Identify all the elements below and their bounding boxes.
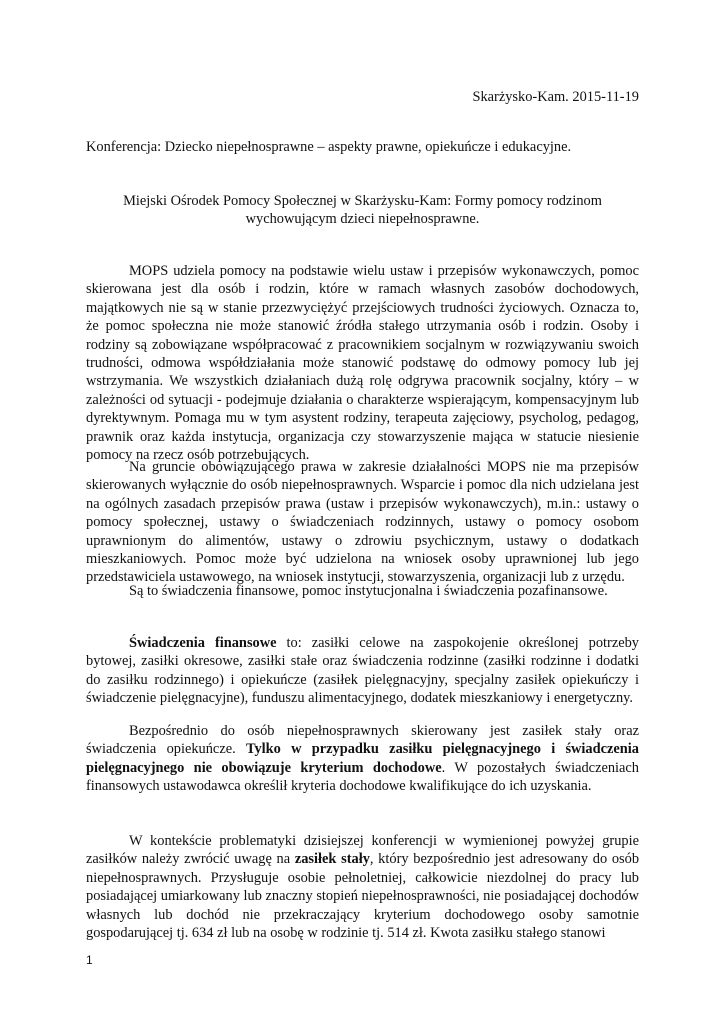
paragraph-6-text-a: W kontekście problematyki dzisiejszej konferencji w wymienionej powyżej grupie zasiłków należy zwrócić uwagę na: [86, 833, 639, 868]
document-title-line-2: wychowującym dzieci niepełnosprawne.: [245, 211, 480, 228]
paragraph-3: Są to świadczenia finansowe, pomoc instytucjonalna i świadczenia pozafinansowe.: [129, 583, 608, 599]
paragraph-6-bold: zasiłek stały: [294, 851, 370, 868]
paragraph-6-text-b: , który bezpośrednio jest adresowany do osób niepełnosprawnych. Przysługuje osobie pełnoletniej, całkowicie niezdolnej do pracy lub posiadającej umiarkowany lub znaczny stopień niepełnosprawności, nie posiadającej dochodów własnych lub dochód nie przekraczający kryterium dochodowego osoby samotnie gospodarującej tj. 634 zł lub na osobę w rodzinie tj. 514 zł. Kwota zasiłku stałego stanowi: [86, 851, 640, 942]
paragraph-6: [86, 832, 639, 942]
paragraph-4-bold-term: Świadczenia finansowe: [129, 635, 277, 651]
date-line: Skarżysko-Kam. 2015-11-19: [472, 89, 639, 105]
paragraph-5-bold: Tylko w przypadku zasiłku pielęgnacyjnego i świadczenia pielęgnacyjnego nie obowiązuje kryterium dochodowe: [86, 741, 639, 776]
paragraph-4-text: to: zasiłki celowe na zaspokojenie określonej potrzeby bytowej, zasiłki okresowe, zasiłki stałe oraz świadczenia rodzinne (zasiłki rodzinne i dodatki do zasiłku rodzinnego) i opiekuńcze (zasiłek pielęgnacyjny, specjalny zasiłek opiekuńczy i świadczenie pielęgnacyjne), funduszu alimentacyjnego, dodatek mieszkaniowy i energetyczny.: [86, 635, 639, 707]
paragraph-5: [86, 722, 639, 796]
document-title: [86, 192, 639, 229]
paragraph-1: MOPS udziela pomocy na podstawie wielu ustaw i przepisów wykonawczych, pomoc skierowana jest dla osób i rodzin, które w ramach własnych zasobów dochodowych, majątkowych nie są w stanie przezwyciężyć przejściowych trudności życiowych. Oznacza to, że pomoc społeczna nie może stanowić źródła stałego utrzymania osób i rodzin. Osoby i rodziny są zobowiązane współpracować z pracownikiem socjalnym w rozwiązywaniu swoich trudności, odmowa współdziałania może stanowić podstawę do odmowy pomocy lub jej wstrzymania. We wszystkich działaniach dużą rolę odgrywa pracownik socjalny, który – w zależności od sytuacji - podejmuje działania o charakterze wspierającym, kompensacyjnym lub dyrektywnym. Pomaga mu w tym asystent rodziny, terapeuta zajęciowy, psycholog, pedagog, prawnik oraz każda instytucja, organizacja czy stowarzyszenie mająca w statucie niesienie pomocy na rzecz osób potrzebujących.: [86, 263, 639, 464]
page-number: 1: [86, 953, 93, 967]
conference-title: Konferencja: Dziecko niepełnosprawne – aspekty prawne, opiekuńcze i edukacyjne.: [86, 139, 572, 155]
paragraph-2: Na gruncie obowiązującego prawa w zakresie działalności MOPS nie ma przepisów skierowanych wyłącznie do osób niepełnosprawnych. Wsparcie i pomoc dla nich udzielana jest na ogólnych zasadach przepisów prawa (ustaw i przepisów wykonawczych), m.in.: ustawy o pomocy społecznej, ustawy o świadczeniach rodzinnych, ustawy o pomocy osobom uprawnionym do alimentów, ustawy o zdrowiu psychicznym, ustawy o dodatkach mieszkaniowych. Pomoc może być udzielona na wniosek osoby uprawnionej lub jego przedstawiciela ustawowego, na wniosek instytucji, stowarzyszenia, organizacji lub z urzędu.: [86, 459, 639, 586]
document-title-line-1: Miejski Ośrodek Pomocy Społecznej w Skarżysku-Kam: Formy pomocy rodzinom: [123, 193, 602, 209]
paragraph-5-text-b: . W pozostałych świadczeniach finansowych ustawodawca określił kryteria dochodowe kwalifikujące do ich uzyskania.: [86, 759, 640, 795]
paragraph-5-text-a: Bezpośrednio do osób niepełnosprawnych skierowany jest zasiłek stały oraz świadczenia opiekuńcze.: [86, 723, 639, 758]
paragraph-4: [86, 634, 639, 708]
